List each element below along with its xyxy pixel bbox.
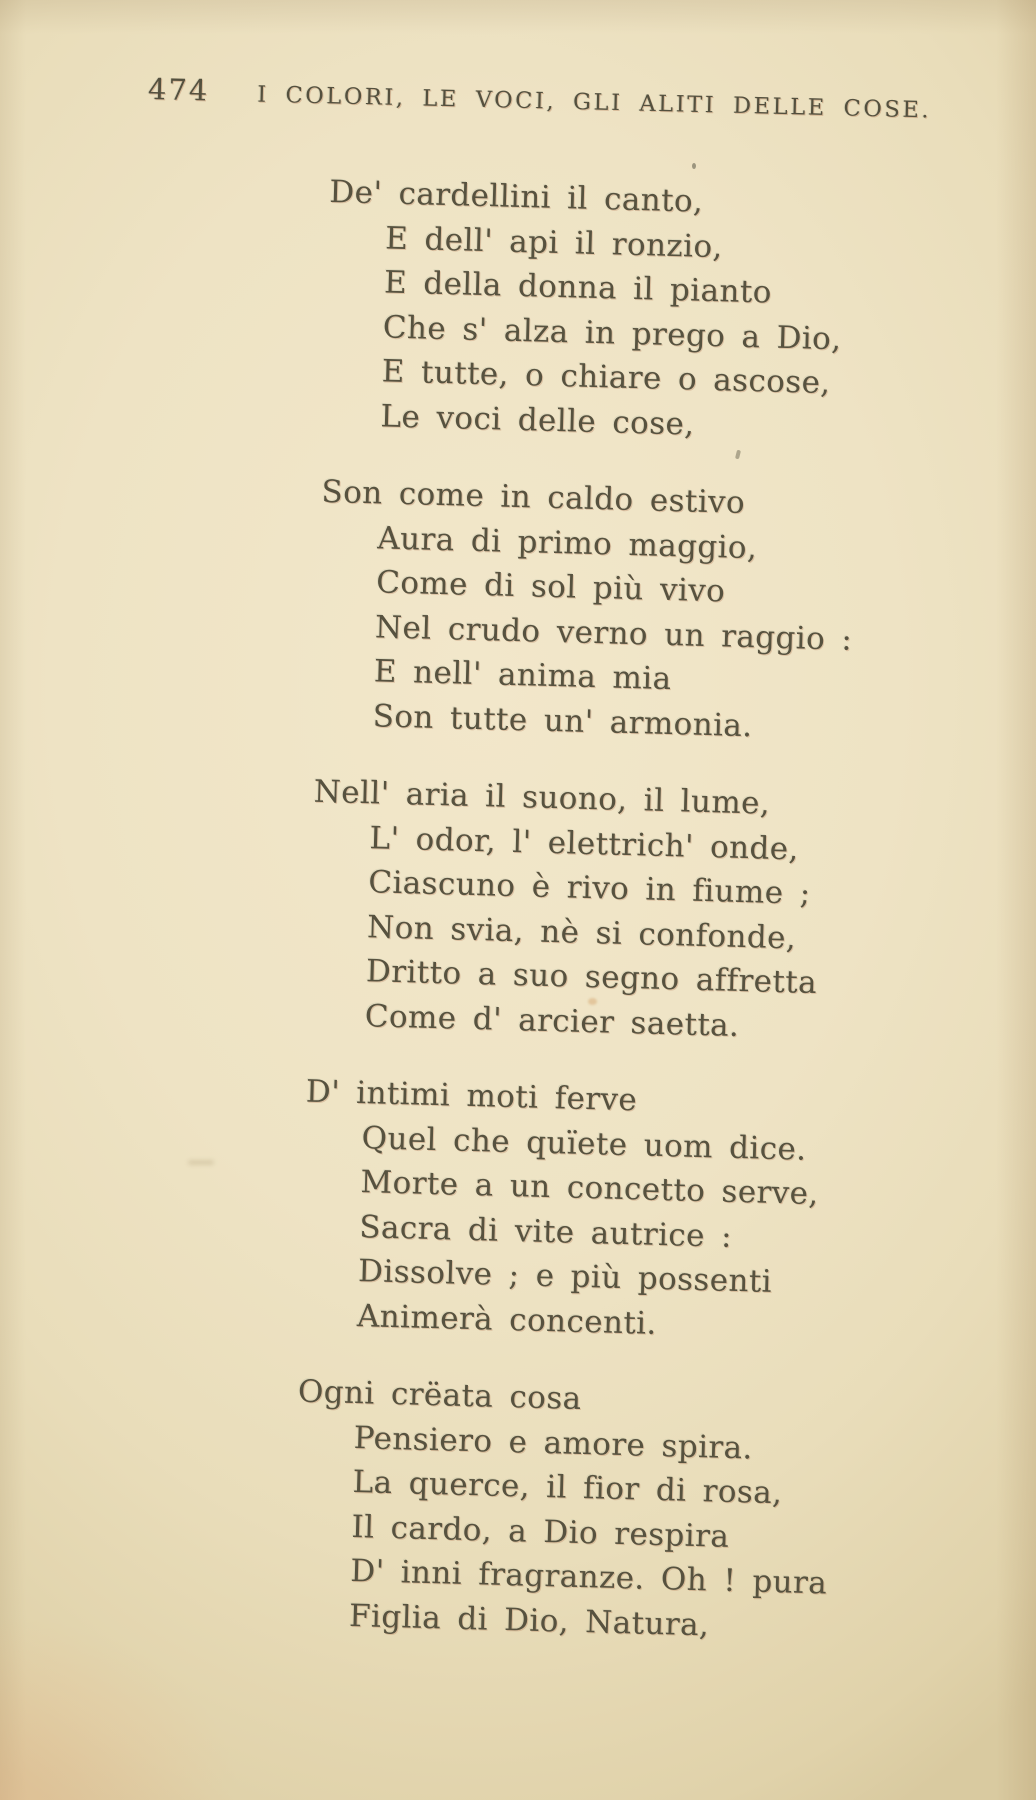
- stanza-1: [323, 170, 970, 454]
- stanza-2: [315, 470, 962, 754]
- page-corner-glow: [0, 1600, 260, 1800]
- poem-line: Morte a un concetto serve,: [360, 1164, 820, 1213]
- poem-line: Nel crudo verno un raggio :: [374, 608, 853, 658]
- poem-line: D' inni fragranze. Oh ! pura: [349, 1553, 828, 1602]
- poem-line: Come d' arcier saetta.: [364, 997, 740, 1044]
- poem-line: Dissolve ; e più possenti: [357, 1253, 773, 1300]
- poem-line: Pensiero e amore spira.: [353, 1419, 754, 1466]
- poem-line: Nell' aria il suono, il lume,: [313, 773, 771, 822]
- page-edge-shading-top: [0, 0, 1036, 34]
- poem-line: E nell' anima mia: [373, 653, 672, 698]
- poem-line: Animerà concenti.: [356, 1297, 658, 1342]
- page-edge-shading-right: [996, 0, 1036, 1800]
- page-number: 474: [147, 72, 210, 108]
- stanza-3: [307, 770, 954, 1054]
- stanza-4: [299, 1070, 946, 1354]
- poem-line: E tutte, o chiare o ascose,: [381, 353, 832, 402]
- poem-line: Sacra di vite autrice :: [358, 1208, 733, 1255]
- poem-line: E della donna il pianto: [383, 264, 773, 311]
- poem-line: Quel che quïete uom dice.: [361, 1119, 807, 1168]
- paper-speck: [692, 163, 696, 169]
- poem: [291, 170, 970, 1686]
- poem-line: L' odor, l' elettrich' onde,: [369, 819, 800, 867]
- poem-line: Son tutte un' armonia.: [372, 697, 754, 744]
- poem-line: De' cardellini il canto,: [328, 173, 704, 220]
- poem-line: Figlia di Dio, Natura,: [348, 1597, 710, 1643]
- poem-line: Che s' alza in prego a Dio,: [382, 308, 842, 357]
- page-edge-shading-left: [0, 0, 26, 1800]
- poem-line: E dell' api il ronzio,: [384, 219, 724, 265]
- running-head: [148, 72, 932, 124]
- poem-line: D' intimi moti ferve: [305, 1073, 638, 1119]
- paper-smudge: [188, 1160, 214, 1165]
- poem-line: Non svia, nè si confonde,: [366, 908, 797, 956]
- poem-line: La querce, il fior di rosa,: [352, 1464, 783, 1512]
- poem-line: Il cardo, a Dio respira: [351, 1508, 730, 1555]
- poem-line: Ciascuno è rivo in fiume ;: [367, 864, 812, 912]
- poem-line: Come di sol più vivo: [375, 564, 726, 610]
- poem-line: Ogni crëata cosa: [297, 1373, 583, 1417]
- poem-line: Le voci delle cose,: [380, 397, 695, 443]
- poem-line: Son come in caldo estivo: [321, 473, 746, 521]
- page-header-title: I COLORI, LE VOCI, GLI ALITI DELLE COSE.: [256, 81, 932, 124]
- stanza-5: [292, 1370, 939, 1654]
- poem-line: Dritto a suo segno affretta: [365, 953, 818, 1002]
- poem-line: Aura di primo maggio,: [376, 519, 758, 566]
